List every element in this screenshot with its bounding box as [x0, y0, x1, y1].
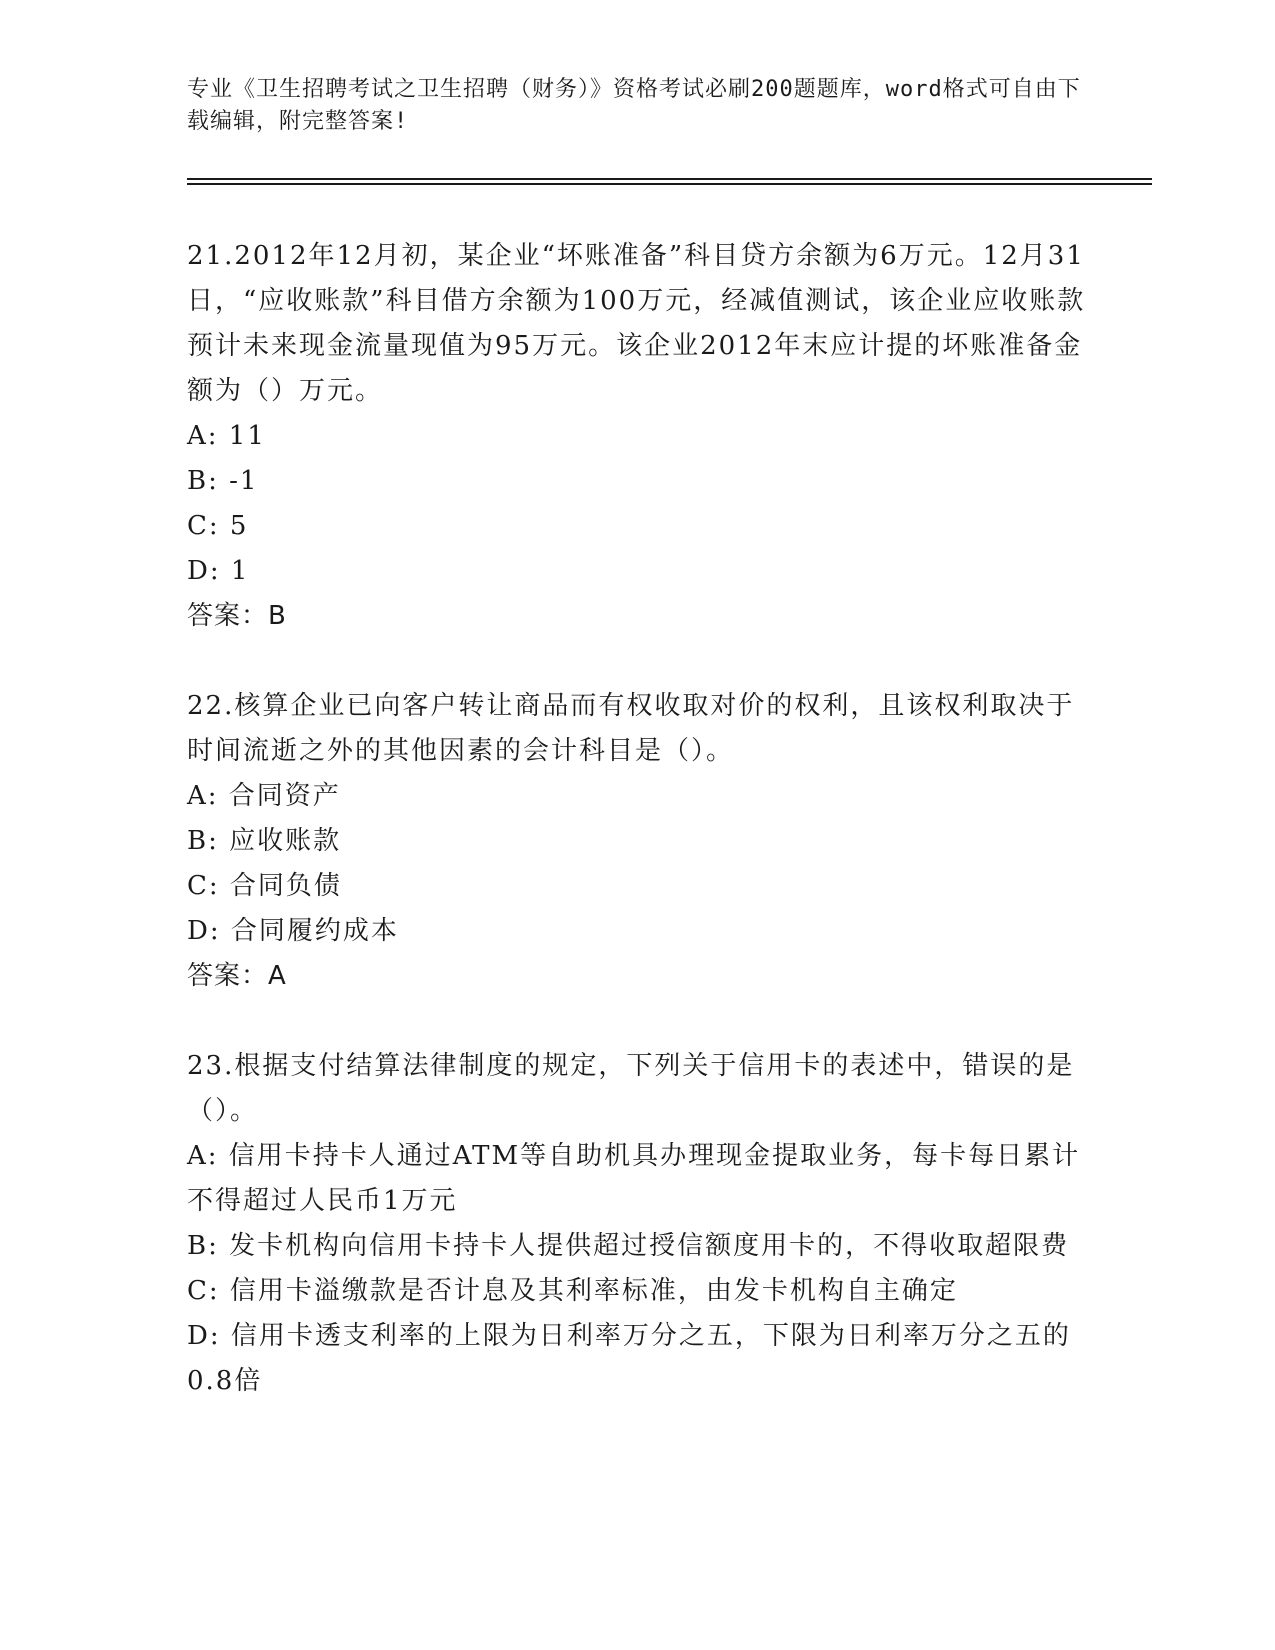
option-b: B: 发卡机构向信用卡持卡人提供超过授信额度用卡的，不得收取超限费 [187, 1231, 1070, 1261]
option-c: C: 信用卡溢缴款是否计息及其利率标准，由发卡机构自主确定 [187, 1276, 958, 1306]
option-a: A: 合同资产 [187, 781, 341, 811]
header-rule-top [187, 178, 1152, 180]
answer: 答案：A [187, 961, 287, 991]
question-stem: 22.核算企业已向客户转让商品而有权收取对价的权利，且该权利取决于时间流逝之外的其他因素的会计科目是（）。 [187, 691, 1075, 766]
question-stem: 23.根据支付结算法律制度的规定，下列关于信用卡的表述中，错误的是（）。 [187, 1051, 1075, 1126]
option-b: B: 应收账款 [187, 826, 342, 856]
option-a: A: 信用卡持卡人通过ATM等自助机具办理现金提取业务，每卡每日累计不得超过人民币1万元 [187, 1141, 1081, 1216]
option-d: D: 1 [187, 556, 250, 586]
question-21 [187, 234, 1087, 639]
option-a: A: 11 [187, 421, 266, 451]
option-c: C: 5 [187, 511, 249, 541]
question-list [187, 234, 1087, 1449]
option-d: D: 信用卡透支利率的上限为日利率万分之五，下限为日利率万分之五的0.8倍 [187, 1321, 1071, 1396]
answer: 答案：B [187, 601, 287, 631]
question-22 [187, 684, 1087, 999]
question-stem: 21.2012年12月初，某企业“坏账准备”科目贷方余额为6万元。12月31日，“应收账款”科目借方余额为100万元，经减值测试，该企业应收账款预计未来现金流量现值为95万元。该企业2012年末应计提的坏账准备金额为（）万元。 [187, 241, 1086, 406]
option-b: B: -1 [187, 466, 259, 496]
question-23 [187, 1044, 1087, 1404]
document-header: 专业《卫生招聘考试之卫生招聘（财务）》资格考试必刷200题题库，word格式可自由下载编辑，附完整答案! [187, 77, 1081, 134]
header-rule-bottom [187, 183, 1152, 185]
option-d: D: 合同履约成本 [187, 916, 399, 946]
option-c: C: 合同负债 [187, 871, 342, 901]
